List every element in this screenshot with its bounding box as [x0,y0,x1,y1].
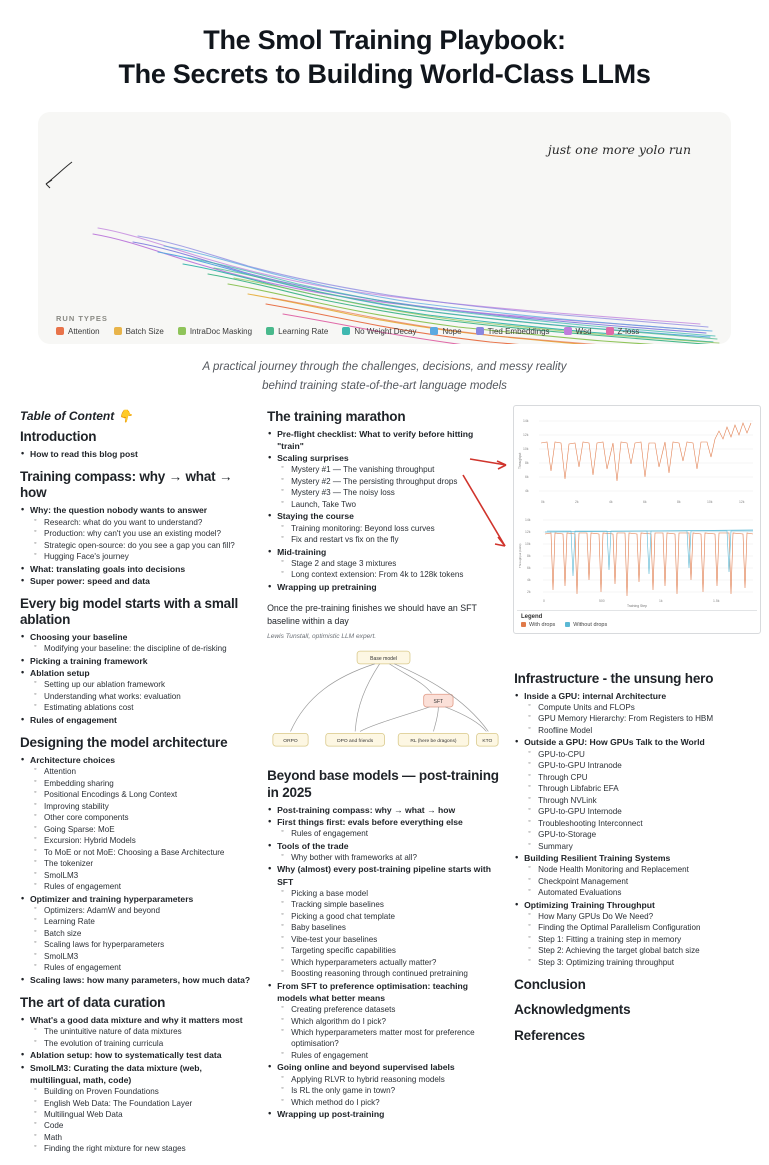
toc-item[interactable]: • How to read this blog post [20,448,253,460]
legend-color-swatch [178,327,186,335]
toc-item[interactable]: ◦ Vibe-test your baselines [267,934,500,945]
toc-item[interactable]: ◦ The unintuitive nature of data mixtures [20,1026,253,1037]
hero-legend-items [56,327,713,336]
pointing-down-icon: 👇 [117,408,133,423]
svg-text:4k: 4k [525,488,529,493]
hero-legend-item [266,327,328,336]
legend-color-swatch [606,327,614,335]
toc-item[interactable]: • Wrapping up pretraining [267,581,500,593]
toc-section-heading[interactable]: The art of data curation [20,995,166,1011]
hero-legend-item [476,327,550,336]
title-line-1: The Smol Training Playbook: [203,25,566,55]
legend-label: No Weight Decay [354,326,417,336]
toc-item[interactable]: ◦ Math [20,1132,253,1143]
toc-section-heading[interactable]: Every big model starts with a small ablation [20,595,239,628]
svg-text:14k: 14k [523,418,529,423]
svg-text:KTO: KTO [482,739,493,745]
svg-text:2k: 2k [527,589,531,594]
svg-text:10k: 10k [523,446,529,451]
svg-text:12k: 12k [739,499,745,504]
legend-color-swatch [114,327,122,335]
toc-item[interactable]: • Architecture choices [20,754,253,766]
toc-item[interactable]: ◦ Roofline Model [514,725,755,736]
toc-item[interactable]: ◦ Code [20,1120,253,1131]
toc-section-heading[interactable]: Acknowledgments [514,1002,631,1018]
toc-item[interactable]: ◦ How Many GPUs Do We Need? [514,911,755,922]
svg-text:ORPO: ORPO [283,739,298,745]
legend-label: Batch Size [125,326,164,336]
toc-item[interactable]: ◦ GPU Memory Hierarchy: From Registers to HBM [514,713,755,724]
toc-item[interactable]: ◦ Learning Rate [20,916,253,927]
toc-item[interactable]: ◦ Checkpoint Management [514,876,755,887]
hero-legend-item [114,327,164,336]
toc-item[interactable]: ◦ Through CPU [514,772,755,783]
toc-item[interactable]: ◦ Building on Proven Foundations [20,1086,253,1097]
toc-item[interactable]: ◦ GPU-to-Storage [514,829,755,840]
toc-section-heading[interactable]: The training marathon [267,408,406,424]
toc-item[interactable]: ◦ Mystery #3 — The noisy loss [267,487,500,498]
legend-label: Without drops [573,621,608,628]
toc-item[interactable]: ◦ Mystery #1 — The vanishing throughput [267,464,500,475]
toc-section-heading[interactable]: Introduction [20,428,97,444]
throughput-legend-item [565,622,607,628]
svg-text:12k: 12k [525,529,531,534]
toc-item[interactable]: • Post-training compass: why → what → how [267,804,500,816]
toc-section-heading[interactable]: Training compass: why → what → how [20,468,233,501]
toc-item[interactable]: • Optimizing Training Throughput [514,899,755,911]
legend-label: IntraDoc Masking [189,326,253,336]
toc-item[interactable]: ◦ Embedding sharing [20,778,253,789]
toc-item[interactable]: • What: translating goals into decisions [20,563,253,575]
toc-item[interactable]: ◦ Rules of engagement [267,828,500,839]
throughput-chart-legend [517,610,757,630]
toc-item[interactable]: ◦ Finding the Optimal Parallelism Configuration [514,922,755,933]
toc-section-heading[interactable]: Conclusion [514,977,586,993]
legend-color-swatch [476,327,484,335]
legend-color-swatch [342,327,350,335]
toc-item[interactable]: ◦ Boosting reasoning through continued pretraining [267,968,500,979]
toc-item[interactable]: ◦ Finding the right mixture for new stages [20,1143,253,1154]
hero-legend-item [342,327,416,336]
title-line-2: The Secrets to Building World-Class LLMs [118,58,651,89]
svg-text:10k: 10k [525,541,531,546]
toc-item[interactable]: • Scaling surprises [267,452,500,464]
svg-text:1k: 1k [659,598,663,603]
legend-color-swatch [564,327,572,335]
toc-sublist [20,631,253,726]
toc-item[interactable]: ◦ Research: what do you want to understand? [20,517,253,528]
toc-sublist [20,504,253,587]
sft-baseline-quote-attribution: Lewis Tunstall, optimistic LLM expert. [267,633,377,641]
toc-item[interactable]: • Outside a GPU: How GPUs Talk to the World [514,736,755,748]
toc-item[interactable]: ◦ Through Libfabric EFA [514,783,755,794]
svg-text:Base model: Base model [370,656,398,663]
throughput-legend-items [521,622,753,628]
toc-item[interactable]: ◦ Through NVLink [514,795,755,806]
legend-color-swatch [565,622,570,627]
toc-item[interactable]: ◦ Long context extension: From 4k to 128k tokens [267,569,500,580]
toc-sublist [20,448,253,460]
table-of-contents [0,403,769,1155]
toc-item[interactable]: ◦ Improving stability [20,801,253,812]
toc-item[interactable]: ◦ Step 2: Achieving the target global batch size [514,945,755,956]
toc-list-2 [267,409,500,593]
toc-heading [20,409,253,423]
toc-item[interactable]: ◦ Step 3: Optimizing training throughput [514,957,755,968]
svg-text:RL (here be dragons): RL (here be dragons) [410,739,457,745]
toc-item[interactable]: • Optimizer and training hyperparameters [20,893,253,905]
toc-sublist [267,428,500,593]
toc-list-2b [267,768,500,1120]
svg-text:12k: 12k [523,432,529,437]
toc-item[interactable]: • Mid-training [267,546,500,558]
toc-list-3 [514,671,755,969]
toc-item[interactable]: • Why (almost) every post-training pipeline starts with SFT [267,863,500,887]
legend-color-swatch [266,327,274,335]
toc-sublist [514,690,755,969]
legend-label: Wsd [575,326,592,336]
toc-item[interactable]: ◦ The tokenizer [20,858,253,869]
toc-item[interactable]: ◦ Picking a good chat template [267,911,500,922]
post-training-diagram [267,646,500,764]
toc-item[interactable]: ◦ English Web Data: The Foundation Layer [20,1098,253,1109]
hero-legend [56,314,713,336]
page-title [0,0,769,102]
toc-item[interactable]: • Super power: speed and data [20,575,253,587]
svg-text:1.5k: 1.5k [713,598,720,603]
svg-text:8k: 8k [677,499,681,504]
page-subtitle [0,344,769,403]
svg-text:14k: 14k [525,517,531,522]
svg-text:8k: 8k [525,460,529,465]
toc-item[interactable]: ◦ Which method do I pick? [267,1097,500,1108]
toc-item[interactable]: ◦ Troubleshooting Interconnect [514,818,755,829]
svg-text:6k: 6k [525,474,529,479]
toc-column-2 [267,409,500,1121]
toc-item[interactable]: ◦ Creating preference datasets [267,1004,500,1015]
svg-text:8k: 8k [527,553,531,558]
toc-item[interactable]: • Inside a GPU: internal Architecture [514,690,755,702]
toc-item[interactable]: ◦ Launch, Take Two [267,499,500,510]
svg-text:0: 0 [543,598,545,603]
toc-item[interactable]: • Ablation setup: how to systematically test data [20,1049,253,1061]
toc-item[interactable]: ◦ Summary [514,841,755,852]
svg-text:Training Step: Training Step [626,603,648,608]
toc-item[interactable]: ◦ Step 1: Fitting a training step in memory [514,934,755,945]
svg-text:0k: 0k [541,499,545,504]
subtitle-line-1: A practical journey through the challenges, decisions, and messy reality [202,360,567,373]
toc-item[interactable]: ◦ Scaling laws for hyperparameters [20,939,253,950]
toc-item[interactable]: ◦ Why bother with frameworks at all? [267,852,500,863]
throughput-chart-bottom [517,510,757,608]
toc-item[interactable]: ◦ Which algorithm do I pick? [267,1016,500,1027]
toc-sublist [20,1014,253,1155]
toc-section-heading[interactable]: References [514,1027,585,1043]
legend-label: Z-loss [617,326,640,336]
sft-baseline-quote [267,602,500,628]
toc-item[interactable]: ◦ SmolLM3 [20,870,253,881]
toc-item[interactable]: ◦ Excursion: Hybrid Models [20,835,253,846]
toc-item[interactable]: ◦ Optimizers: AdamW and beyond [20,905,253,916]
legend-label: Learning Rate [278,326,329,336]
toc-item[interactable]: ◦ SmolLM3 [20,951,253,962]
toc-item[interactable]: • Going online and beyond supervised labels [267,1061,500,1073]
toc-section-heading[interactable]: Beyond base models — post-training in 2025 [267,768,499,800]
toc-item[interactable]: ◦ Node Health Monitoring and Replacement [514,864,755,875]
svg-text:6k: 6k [527,565,531,570]
svg-text:2k: 2k [575,499,579,504]
toc-item[interactable]: • First things first: evals before everything else [267,816,500,828]
legend-label: Tied Embeddings [487,326,550,336]
toc-item[interactable]: ◦ Compute Units and FLOPs [514,702,755,713]
subtitle-line-2: behind training state-of-the-art language models [262,380,507,393]
hero-legend-item [178,327,252,336]
hero-annotation-arrow [38,158,78,190]
toc-item[interactable]: ◦ Multilingual Web Data [20,1109,253,1120]
toc-item[interactable]: ◦ Strategic open-source: do you see a gap you can fill? [20,540,253,551]
legend-color-swatch [521,622,526,627]
toc-list-1 [20,429,253,1155]
toc-sublist [20,754,253,986]
toc-item[interactable]: ◦ Positional Encodings & Long Context [20,789,253,800]
svg-text:500: 500 [599,598,605,603]
hero-legend-item [564,327,592,336]
toc-item[interactable]: ◦ Batch size [20,928,253,939]
toc-list-3-tail [514,977,755,1044]
toc-item[interactable]: • What's a good data mixture and why it matters most [20,1014,253,1026]
throughput-legend-title: Legend [521,613,543,620]
toc-item[interactable]: • Picking a training framework [20,655,253,667]
hero-loss-curves-chart [38,112,731,344]
toc-item[interactable]: ◦ Is RL the only game in town? [267,1085,500,1096]
toc-item[interactable]: • Ablation setup [20,667,253,679]
svg-text:6k: 6k [643,499,647,504]
toc-item[interactable]: ◦ Estimating ablations cost [20,702,253,713]
toc-item[interactable]: • Staying the course [267,510,500,522]
toc-item[interactable]: ◦ Rules of engagement [267,1050,500,1061]
toc-item[interactable]: ◦ Which hyperparameters actually matter? [267,957,500,968]
svg-text:SFT: SFT [433,699,444,706]
toc-item[interactable]: ◦ Hugging Face's journey [20,551,253,562]
svg-text:DPO and friends: DPO and friends [337,739,374,745]
hero-annotation: just one more yolo run [547,141,691,157]
toc-item[interactable]: ◦ Going Sparse: MoE [20,824,253,835]
toc-item[interactable]: • Why: the question nobody wants to answer [20,504,253,516]
sft-baseline-quote-text: Once the pre-training finishes we should have an SFT baseline within a day [267,602,477,626]
toc-item[interactable]: ◦ Rules of engagement [20,881,253,892]
toc-item[interactable]: • Pre-flight checklist: What to verify before hitting "train" [267,428,500,452]
toc-item[interactable]: ◦ Baby baselines [267,922,500,933]
toc-item[interactable]: ◦ Other core components [20,812,253,823]
throughput-legend-item [521,622,555,628]
toc-item[interactable]: ◦ Training monitoring: Beyond loss curves [267,523,500,534]
svg-text:Throughput (tok/s): Throughput (tok/s) [518,543,522,568]
toc-item[interactable]: • SmolLM3: Curating the data mixture (web, multilingual, math, code) [20,1062,253,1086]
toc-item[interactable]: ◦ Understanding what works: evaluation [20,691,253,702]
toc-item[interactable]: ◦ Setting up our ablation framework [20,679,253,690]
toc-item[interactable]: • From SFT to preference optimisation: teaching models what better means [267,980,500,1004]
toc-item[interactable]: ◦ Modifying your baseline: the discipline of de-risking [20,643,253,654]
svg-text:4k: 4k [609,499,613,504]
hero-legend-title: RUN TYPES [56,313,108,323]
toc-item[interactable]: ◦ Stage 2 and stage 3 mixtures [267,558,500,569]
svg-text:4k: 4k [527,577,531,582]
toc-sublist [267,804,500,1121]
svg-text:Throughput: Throughput [518,452,522,469]
toc-heading-label: Table of Content [20,408,115,423]
legend-label: Attention [68,326,100,336]
toc-item[interactable]: ◦ Automated Evaluations [514,887,755,898]
toc-item[interactable]: • Choosing your baseline [20,631,253,643]
toc-item[interactable]: • Scaling laws: how many parameters, how much data? [20,974,253,986]
toc-item[interactable]: • Rules of engagement [20,714,253,726]
legend-color-swatch [56,327,64,335]
hero-legend-item [56,327,100,336]
toc-section-heading[interactable]: Designing the model architecture [20,735,228,751]
legend-label: Nope [442,326,462,336]
toc-item[interactable]: ◦ Picking a base model [267,888,500,899]
toc-item[interactable]: ◦ Fix and restart vs fix on the fly [267,534,500,545]
toc-item[interactable]: ◦ Which hyperparameters matter most for preference optimisation? [267,1027,500,1050]
toc-item[interactable]: • Wrapping up post-training [267,1108,500,1120]
toc-item[interactable]: ◦ Attention [20,766,253,777]
toc-item[interactable]: ◦ GPU-to-CPU [514,749,755,760]
throughput-charts-panel [513,405,761,634]
toc-item[interactable]: ◦ GPU-to-GPU Intranode [514,760,755,771]
toc-item[interactable]: ◦ GPU-to-GPU Internode [514,806,755,817]
toc-item[interactable]: ◦ The evolution of training curricula [20,1038,253,1049]
hero-legend-item [430,327,461,336]
toc-item[interactable]: • Building Resilient Training Systems [514,852,755,864]
legend-color-swatch [430,327,438,335]
svg-text:10k: 10k [707,499,713,504]
toc-item[interactable]: ◦ To MoE or not MoE: Choosing a Base Architecture [20,847,253,858]
toc-item[interactable]: ◦ Targeting specific capabilities [267,945,500,956]
hero-legend-item [606,327,640,336]
toc-item[interactable]: ◦ Applying RLVR to hybrid reasoning models [267,1074,500,1085]
toc-item[interactable]: • Tools of the trade [267,840,500,852]
toc-column-1 [20,409,253,1155]
toc-item[interactable]: ◦ Production: why can't you use an existing model? [20,528,253,539]
legend-label: With drops [529,621,556,628]
toc-item[interactable]: ◦ Tracking simple baselines [267,899,500,910]
toc-item[interactable]: ◦ Rules of engagement [20,962,253,973]
throughput-chart-top [517,409,757,507]
toc-item[interactable]: ◦ Mystery #2 — The persisting throughput drops [267,476,500,487]
toc-section-heading[interactable]: Infrastructure - the unsung hero [514,670,714,686]
